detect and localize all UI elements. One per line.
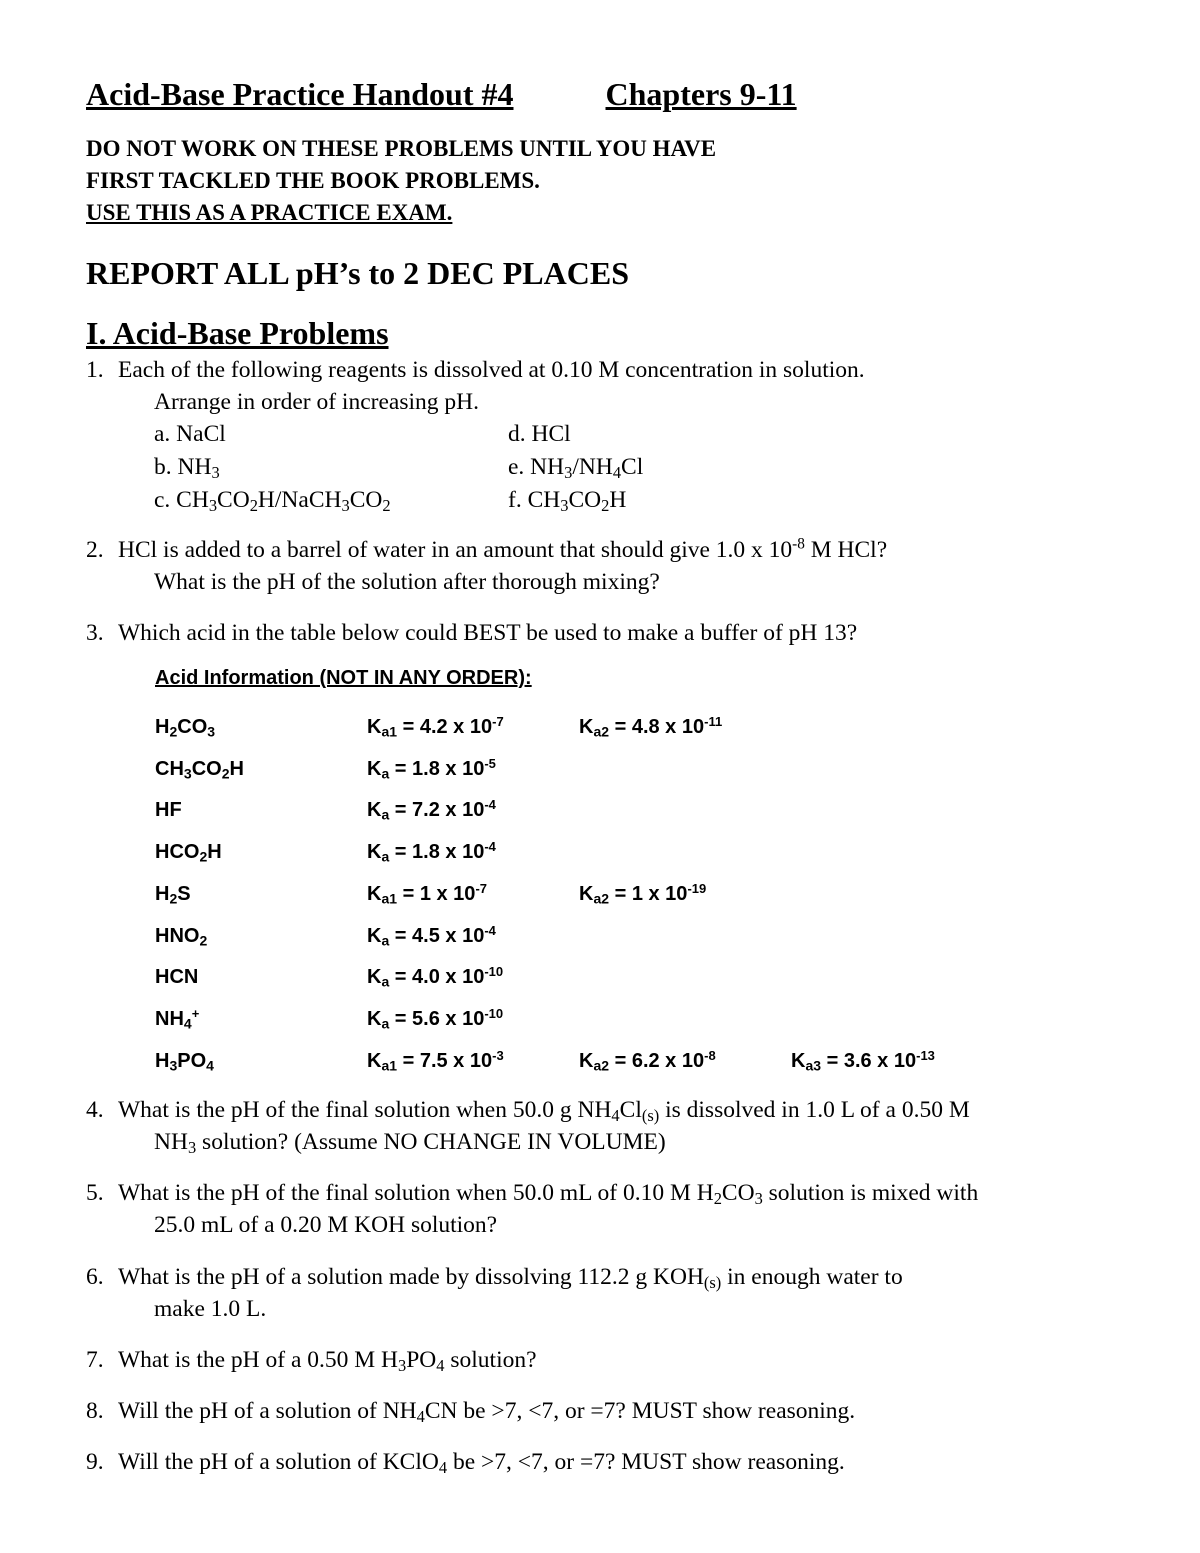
acid-row-ka: $K_{a1} = 1$ x $10^{-7}$ [367,880,487,907]
acid-row-ka: $K_{a1} = 7.5$ x $10^{-3}$ [367,1047,504,1074]
acid-row-formula: $H_2S$ [155,883,191,907]
q8-number: 8. [86,1398,104,1424]
acid-row-ka: $K_a = 4.5$ x $10^{-4}$ [367,922,496,949]
acid-row-formula: HF [155,799,182,821]
q8-line1: Will the pH of a solution of $NH_4CN$ be >7, <7, or =7? MUST show reasoning. [118,1398,856,1427]
acid-row-ka: $K_a = 1.8$ x $10^{-4}$ [367,838,496,865]
q1-option-e: e. $NH_3/NH_4Cl$ [508,454,644,483]
q2-line1: HCl is added to a barrel of water in an amount that should give 1.0 x $10^{-8}$ M HCl? [118,535,888,563]
acid-row-ka: $K_a = 7.2$ x $10^{-4}$ [367,796,496,823]
warning-line-1: DO NOT WORK ON THESE PROBLEMS UNTIL YOU HAVE [86,136,717,161]
q6-line1: What is the pH of a solution made by dissolving 112.2 g $KOH_{(s)}$ in enough water to [118,1264,903,1293]
q1-option-a: a. NaCl [154,421,226,447]
q2-line2: What is the pH of the solution after thorough mixing? [154,569,660,595]
q4-line1: What is the pH of the final solution when 50.0 g $NH_4Cl_{(s)}$ is dissolved in 1.0 L of a 0.50 M [118,1097,970,1126]
q1-line1: Each of the following reagents is dissolved at 0.10 M concentration in solution. [118,357,865,383]
q9-number: 9. [86,1449,104,1475]
title-left: Acid-Base Practice Handout #4 [86,76,514,112]
q3-line1: Which acid in the table below could BEST be used to make a buffer of pH 13? [118,620,858,646]
q1-number: 1. [86,357,104,383]
q4-line2: $NH_3$ solution? (Assume NO CHANGE IN VOLUME) [154,1129,666,1158]
acid-row-ka: $K_a = 1.8$ x $10^{-5}$ [367,755,496,782]
q1-option-b: b. $NH_3$ [154,454,220,483]
q3-number: 3. [86,620,104,646]
acid-row-formula: $CH_3CO_2H$ [155,758,244,782]
acid-row-ka: $K_a = 4.0$ x $10^{-10}$ [367,963,504,990]
q2-number: 2. [86,537,104,563]
q9-line1: Will the pH of a solution of KClO$_4$ be >7, <7, or =7? MUST show reasoning. [118,1449,845,1478]
q5-line2: 25.0 mL of a 0.20 M KOH solution? [154,1212,498,1238]
acid-row-formula: $HCO_2H$ [155,841,222,865]
section-heading: I. Acid-Base Problems [86,315,389,351]
warning-line-2: FIRST TACKLED THE BOOK PROBLEMS. [86,168,540,193]
acid-row-ka2: $K_{a2} = 6.2$ x $10^{-8}$ [579,1047,716,1074]
acid-row-ka2: $K_{a2} = 4.8$ x $10^{-11}$ [579,713,723,740]
q6-line2: make 1.0 L. [154,1296,267,1322]
acid-row-formula: $NH_4^+$ [155,1005,200,1032]
title-right: Chapters 9-11 [605,76,797,112]
acid-row-formula: $H_3PO_4$ [155,1050,214,1074]
q1-option-d: d. HCl [508,421,571,447]
acid-row-ka: $K_{a1} = 4.2$ x $10^{-7}$ [367,713,504,740]
q6-number: 6. [86,1264,104,1290]
page-title [86,76,797,113]
q7-number: 7. [86,1347,104,1373]
q5-line1: What is the pH of the final solution when 50.0 mL of 0.10 M $H_2CO_3$ solution is mixed with [118,1180,979,1209]
acid-table-heading: Acid Information (NOT IN ANY ORDER): [155,667,532,689]
acid-row-ka2: $K_{a2} = 1$ x $10^{-19}$ [579,880,707,907]
acid-row-formula: HCN [155,966,199,988]
warning-line-3: USE THIS AS A PRACTICE EXAM. [86,200,453,225]
report-instruction: REPORT ALL pH’s to 2 DEC PLACES [86,255,629,291]
q5-number: 5. [86,1180,104,1206]
acid-row-ka3: $K_{a3} = 3.6$ x $10^{-13}$ [791,1047,935,1074]
q4-number: 4. [86,1097,104,1123]
acid-row-formula: $HNO_2$ [155,925,208,949]
acid-row-ka: $K_a = 5.6$ x $10^{-10}$ [367,1005,504,1032]
q1-option-f: f. $CH_3CO_2H$ [508,487,627,516]
q1-option-c: c. $CH_3CO_2H/NaCH_3CO_2$ [154,487,391,516]
q7-line1: What is the pH of a 0.50 M $H_3PO_4$ solution? [118,1347,537,1376]
q1-line2: Arrange in order of increasing pH. [154,389,479,415]
acid-row-formula: $H_2CO_3$ [155,716,216,740]
